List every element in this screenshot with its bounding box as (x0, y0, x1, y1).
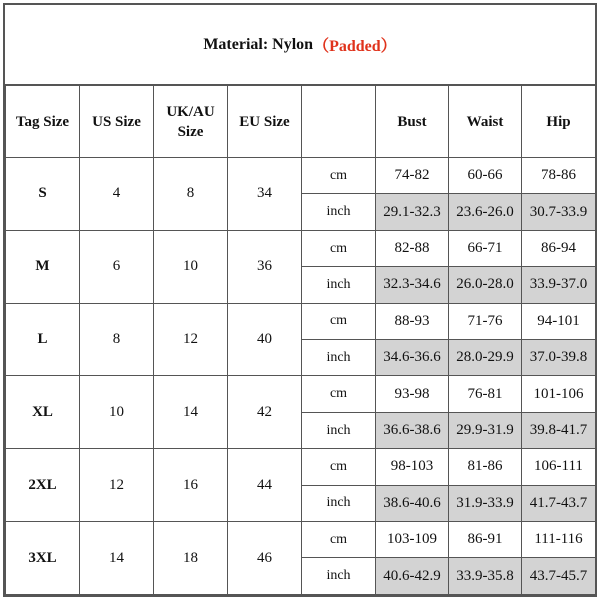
size-table (5, 85, 596, 595)
waist-inch-cell: 26.0-28.0 (449, 267, 522, 303)
bust-inch-cell: 40.6-42.9 (376, 558, 449, 595)
header-uk-au-size: UK/AU Size (154, 86, 228, 158)
hip-inch-cell: 33.9-37.0 (522, 267, 596, 303)
bust-cm-cell: 88-93 (376, 303, 449, 339)
hip-inch-cell: 37.0-39.8 (522, 340, 596, 376)
uk-au-size-cell: 14 (154, 376, 228, 449)
waist-cm-cell: 81-86 (449, 449, 522, 485)
eu-size-cell: 44 (228, 449, 302, 522)
bust-inch-cell: 34.6-36.6 (376, 340, 449, 376)
hip-cm-cell: 94-101 (522, 303, 596, 339)
eu-size-cell: 42 (228, 376, 302, 449)
unit-inch-cell: inch (302, 558, 376, 595)
unit-cm-cell: cm (302, 230, 376, 266)
us-size-cell: 12 (80, 449, 154, 522)
waist-inch-cell: 23.6-26.0 (449, 194, 522, 230)
waist-inch-cell: 28.0-29.9 (449, 340, 522, 376)
unit-cm-cell: cm (302, 449, 376, 485)
tag-size-cell: L (6, 303, 80, 376)
tag-size-cell: M (6, 230, 80, 303)
us-size-cell: 8 (80, 303, 154, 376)
waist-cm-cell: 86-91 (449, 522, 522, 558)
chart-title (5, 5, 595, 85)
waist-cm-cell: 71-76 (449, 303, 522, 339)
uk-au-size-cell: 8 (154, 158, 228, 231)
waist-cm-cell: 76-81 (449, 376, 522, 412)
uk-au-size-cell: 10 (154, 230, 228, 303)
unit-cm-cell: cm (302, 522, 376, 558)
title-material: Material: Nylon (203, 35, 314, 53)
unit-cm-cell: cm (302, 376, 376, 412)
eu-size-cell: 46 (228, 522, 302, 595)
header-tag-size: Tag Size (6, 86, 80, 158)
size-chart (3, 3, 597, 597)
eu-size-cell: 40 (228, 303, 302, 376)
header-us-size: US Size (80, 86, 154, 158)
bust-inch-cell: 36.6-38.6 (376, 412, 449, 448)
title-padded: （Padded） (313, 38, 397, 55)
bust-cm-cell: 82-88 (376, 230, 449, 266)
waist-inch-cell: 29.9-31.9 (449, 412, 522, 448)
tag-size-cell: 2XL (6, 449, 80, 522)
header-bust: Bust (376, 86, 449, 158)
waist-inch-cell: 31.9-33.9 (449, 485, 522, 521)
waist-cm-cell: 60-66 (449, 158, 522, 194)
us-size-cell: 6 (80, 230, 154, 303)
unit-inch-cell: inch (302, 485, 376, 521)
hip-inch-cell: 43.7-45.7 (522, 558, 596, 595)
unit-cm-cell: cm (302, 303, 376, 339)
header-hip: Hip (522, 86, 596, 158)
us-size-cell: 14 (80, 522, 154, 595)
unit-inch-cell: inch (302, 267, 376, 303)
size-row-cm (6, 303, 596, 339)
hip-cm-cell: 111-116 (522, 522, 596, 558)
us-size-cell: 10 (80, 376, 154, 449)
size-row-cm (6, 158, 596, 194)
hip-cm-cell: 101-106 (522, 376, 596, 412)
bust-inch-cell: 32.3-34.6 (376, 267, 449, 303)
uk-au-size-cell: 16 (154, 449, 228, 522)
bust-inch-cell: 38.6-40.6 (376, 485, 449, 521)
hip-inch-cell: 41.7-43.7 (522, 485, 596, 521)
size-row-cm (6, 522, 596, 558)
uk-au-size-cell: 18 (154, 522, 228, 595)
header-row (6, 86, 596, 158)
waist-inch-cell: 33.9-35.8 (449, 558, 522, 595)
hip-inch-cell: 30.7-33.9 (522, 194, 596, 230)
header-waist: Waist (449, 86, 522, 158)
hip-cm-cell: 86-94 (522, 230, 596, 266)
unit-inch-cell: inch (302, 412, 376, 448)
unit-inch-cell: inch (302, 194, 376, 230)
unit-inch-cell: inch (302, 340, 376, 376)
hip-inch-cell: 39.8-41.7 (522, 412, 596, 448)
unit-cm-cell: cm (302, 158, 376, 194)
bust-cm-cell: 98-103 (376, 449, 449, 485)
waist-cm-cell: 66-71 (449, 230, 522, 266)
bust-inch-cell: 29.1-32.3 (376, 194, 449, 230)
bust-cm-cell: 74-82 (376, 158, 449, 194)
eu-size-cell: 34 (228, 158, 302, 231)
hip-cm-cell: 78-86 (522, 158, 596, 194)
hip-cm-cell: 106-111 (522, 449, 596, 485)
tag-size-cell: XL (6, 376, 80, 449)
tag-size-cell: S (6, 158, 80, 231)
us-size-cell: 4 (80, 158, 154, 231)
header-unit (302, 86, 376, 158)
bust-cm-cell: 93-98 (376, 376, 449, 412)
size-row-cm (6, 449, 596, 485)
tag-size-cell: 3XL (6, 522, 80, 595)
eu-size-cell: 36 (228, 230, 302, 303)
bust-cm-cell: 103-109 (376, 522, 449, 558)
size-row-cm (6, 376, 596, 412)
size-row-cm (6, 230, 596, 266)
header-eu-size: EU Size (228, 86, 302, 158)
uk-au-size-cell: 12 (154, 303, 228, 376)
